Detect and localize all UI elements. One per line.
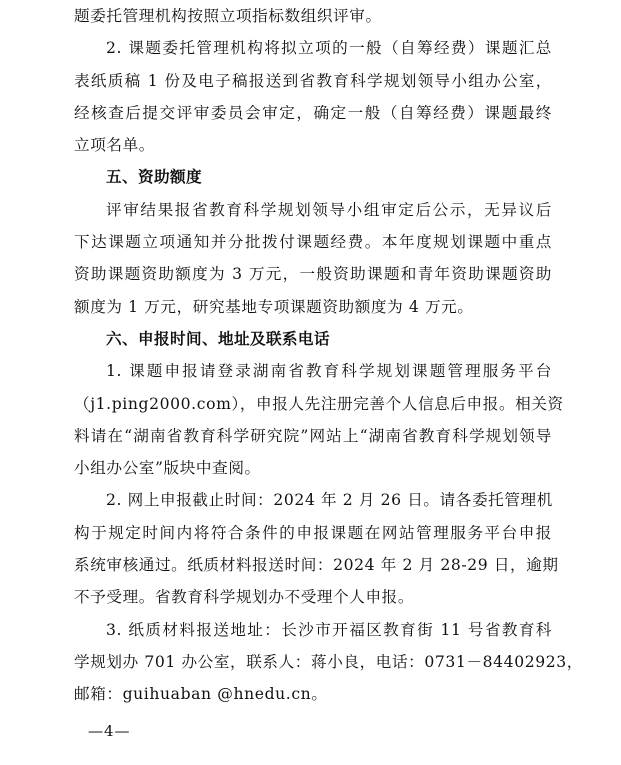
text-line: 料请在“湖南省教育科学研究院”网站上“湖南省教育科学规划领导 xyxy=(74,426,552,445)
text-line: 下达课题立项通知并分批拨付课题经费。本年度规划课题中重点 xyxy=(74,233,552,252)
text-line: 经核查后提交评审委员会审定，确定一般（自筹经费）课题最终 xyxy=(74,103,552,122)
text-line: 表纸质稿 1 份及电子稿报送到省教育科学规划领导小组办公室， xyxy=(74,71,552,90)
paragraph-list-item-2b xyxy=(74,484,559,613)
paragraph-list-item-3 xyxy=(74,614,584,711)
page-number: —4— xyxy=(88,722,131,740)
section-heading: 六、申报时间、地址及联系电话 xyxy=(106,329,330,348)
text-line: 立项名单。 xyxy=(74,136,155,155)
text-line: 2. 网上申报截止时间：2024 年 2 月 26 日。请各委托管理机 xyxy=(106,491,553,510)
text-line: 系统审核通过。纸质材料报送时间：2024 年 2 月 28-29 日，逾期 xyxy=(74,556,559,575)
text-line: 资助课题资助额度为 3 万元，一般资助课题和青年资助课题资助 xyxy=(74,265,552,284)
text-line: 学规划办 701 办公室，联系人：蒋小良，电话：0731－84402923， xyxy=(74,652,584,671)
text-line: 2. 课题委托管理机构将拟立项的一般（自筹经费）课题汇总 xyxy=(106,39,552,58)
section-heading-deadlines xyxy=(74,323,552,355)
text-line: （j1.ping2000.com），申报人先注册完善个人信息后申报。相关资 xyxy=(74,394,564,413)
section-heading-funding xyxy=(74,161,552,193)
body-text xyxy=(74,0,584,711)
text-line: 1. 课题申报请登录湖南省教育科学规划课题管理服务平台 xyxy=(106,362,552,381)
text-line: 不予受理。省教育科学规划办不受理个人申报。 xyxy=(74,588,415,607)
text-line: 题委托管理机构按照立项指标数组织评审。 xyxy=(74,7,382,25)
text-line: 评审结果报省教育科学规划领导小组审定后公示，无异议后 xyxy=(106,200,552,219)
text-line: 3. 纸质材料报送地址：长沙市开福区教育街 11 号省教育科 xyxy=(106,620,552,639)
text-line: 额度为 1 万元，研究基地专项课题资助额度为 4 万元。 xyxy=(74,297,474,316)
text-line: 邮箱：guihuaban @hnedu.cn。 xyxy=(74,685,328,704)
paragraph-review xyxy=(74,0,552,32)
paragraph-list-item-1 xyxy=(74,355,564,484)
text-line: 构于规定时间内将符合条件的申报课题在网站管理服务平台申报 xyxy=(74,523,552,542)
paragraph-funding xyxy=(74,194,552,323)
section-heading: 五、资助额度 xyxy=(106,168,202,187)
text-line: 小组办公室”版块中查阅。 xyxy=(74,459,261,478)
paragraph-list-item-2 xyxy=(74,32,552,161)
